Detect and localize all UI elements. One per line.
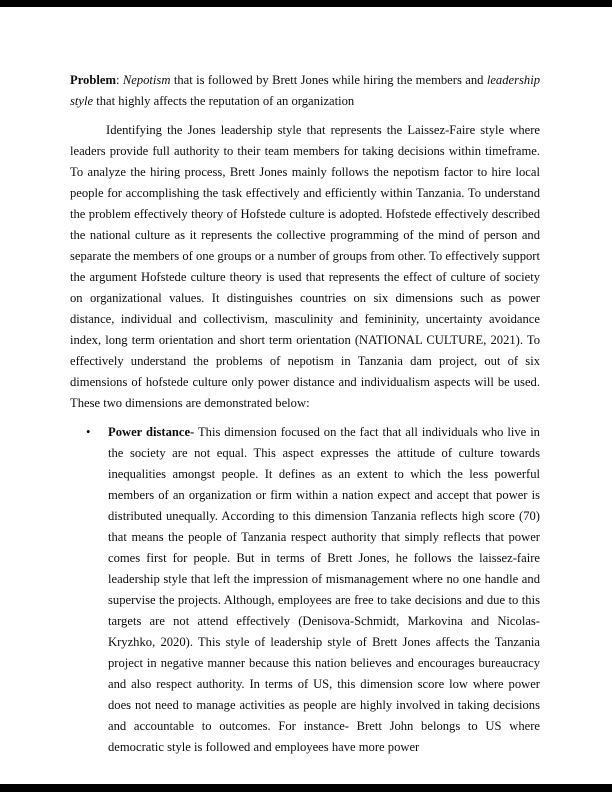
text-run: : bbox=[115, 73, 123, 87]
page-bottom-edge bbox=[0, 784, 612, 792]
hofstede-analysis-paragraph bbox=[70, 120, 540, 414]
text-run: Power distance- bbox=[108, 425, 195, 439]
power-distance-bullet bbox=[70, 422, 540, 758]
page-top-edge bbox=[0, 0, 612, 7]
page-content bbox=[70, 70, 540, 766]
text-run: leadership style bbox=[70, 73, 540, 108]
text-run: that highly affects the reputation of an organization bbox=[93, 94, 355, 108]
text-run: Identifying the Jones leadership style that represents the Laissez-Faire style where leaders provide full authority to their team members for taking decisions within timeframe. To analyze the hiring process, Brett Jones mainly follows the nepotism factor to hire local people for accomplishing the task effectively and efficiently within Tanzania. To understand the problem effectively theory of Hofstede culture is adopted. Hofstede effectively described the national culture as it represents the collective programming of the mind of person and separate the members of one groups or a number of groups from other. To effectively support the argument Hofstede culture theory is used that represents the effect of culture of society on organizational values. It distinguishes countries on six dimensions such as power distance, individual and collectivism, masculinity and femininity, uncertainty avoidance index, long term orientation and short term orientation (NATIONAL CULTURE, 2021). To effectively understand the problems of nepotism in Tanzania dam project, out of six dimensions of hofstede culture only power distance and individualism aspects will be used. These two dimensions are demonstrated below: bbox=[70, 123, 540, 410]
bullet-marker: • bbox=[86, 425, 91, 439]
text-run: This dimension focused on the fact that all individuals who live in the society are not equal. This aspect expresses the attitude of culture towards inequalities amongst people. It defines as an extent to which the less powerful members of an organization or firm within a nation expect and accept that power is distributed unequally. According to this dimension Tanzania reflects high score (70) that means the people of Tanzania respect authority that simply reflects that power comes first for people. But in terms of Brett Jones, he follows the laissez-faire leadership style that left the impression of mismanagement where no one handle and supervise the projects. Although, employees are free to take decisions and due to this targets are not attend effectively (Denisova-Schmidt, Markovina and Nicolas-Kryzhko, 2020). This style of leadership style of Brett Jones affects the Tanzania project in negative manner because this nation believes and encourages bureaucracy and also respect authority. In terms of US, this dimension score low where power does not need to manage activities as people are highly involved in taking decisions and accountable to outcomes. For instance- Brett John belongs to US where democratic style is followed and employees have more power bbox=[108, 425, 540, 754]
text-run: that is followed by Brett Jones while hiring the members and bbox=[170, 73, 487, 87]
text-run: Problem bbox=[70, 73, 116, 87]
problem-statement-paragraph bbox=[70, 70, 540, 112]
text-run: Nepotism bbox=[122, 73, 171, 87]
